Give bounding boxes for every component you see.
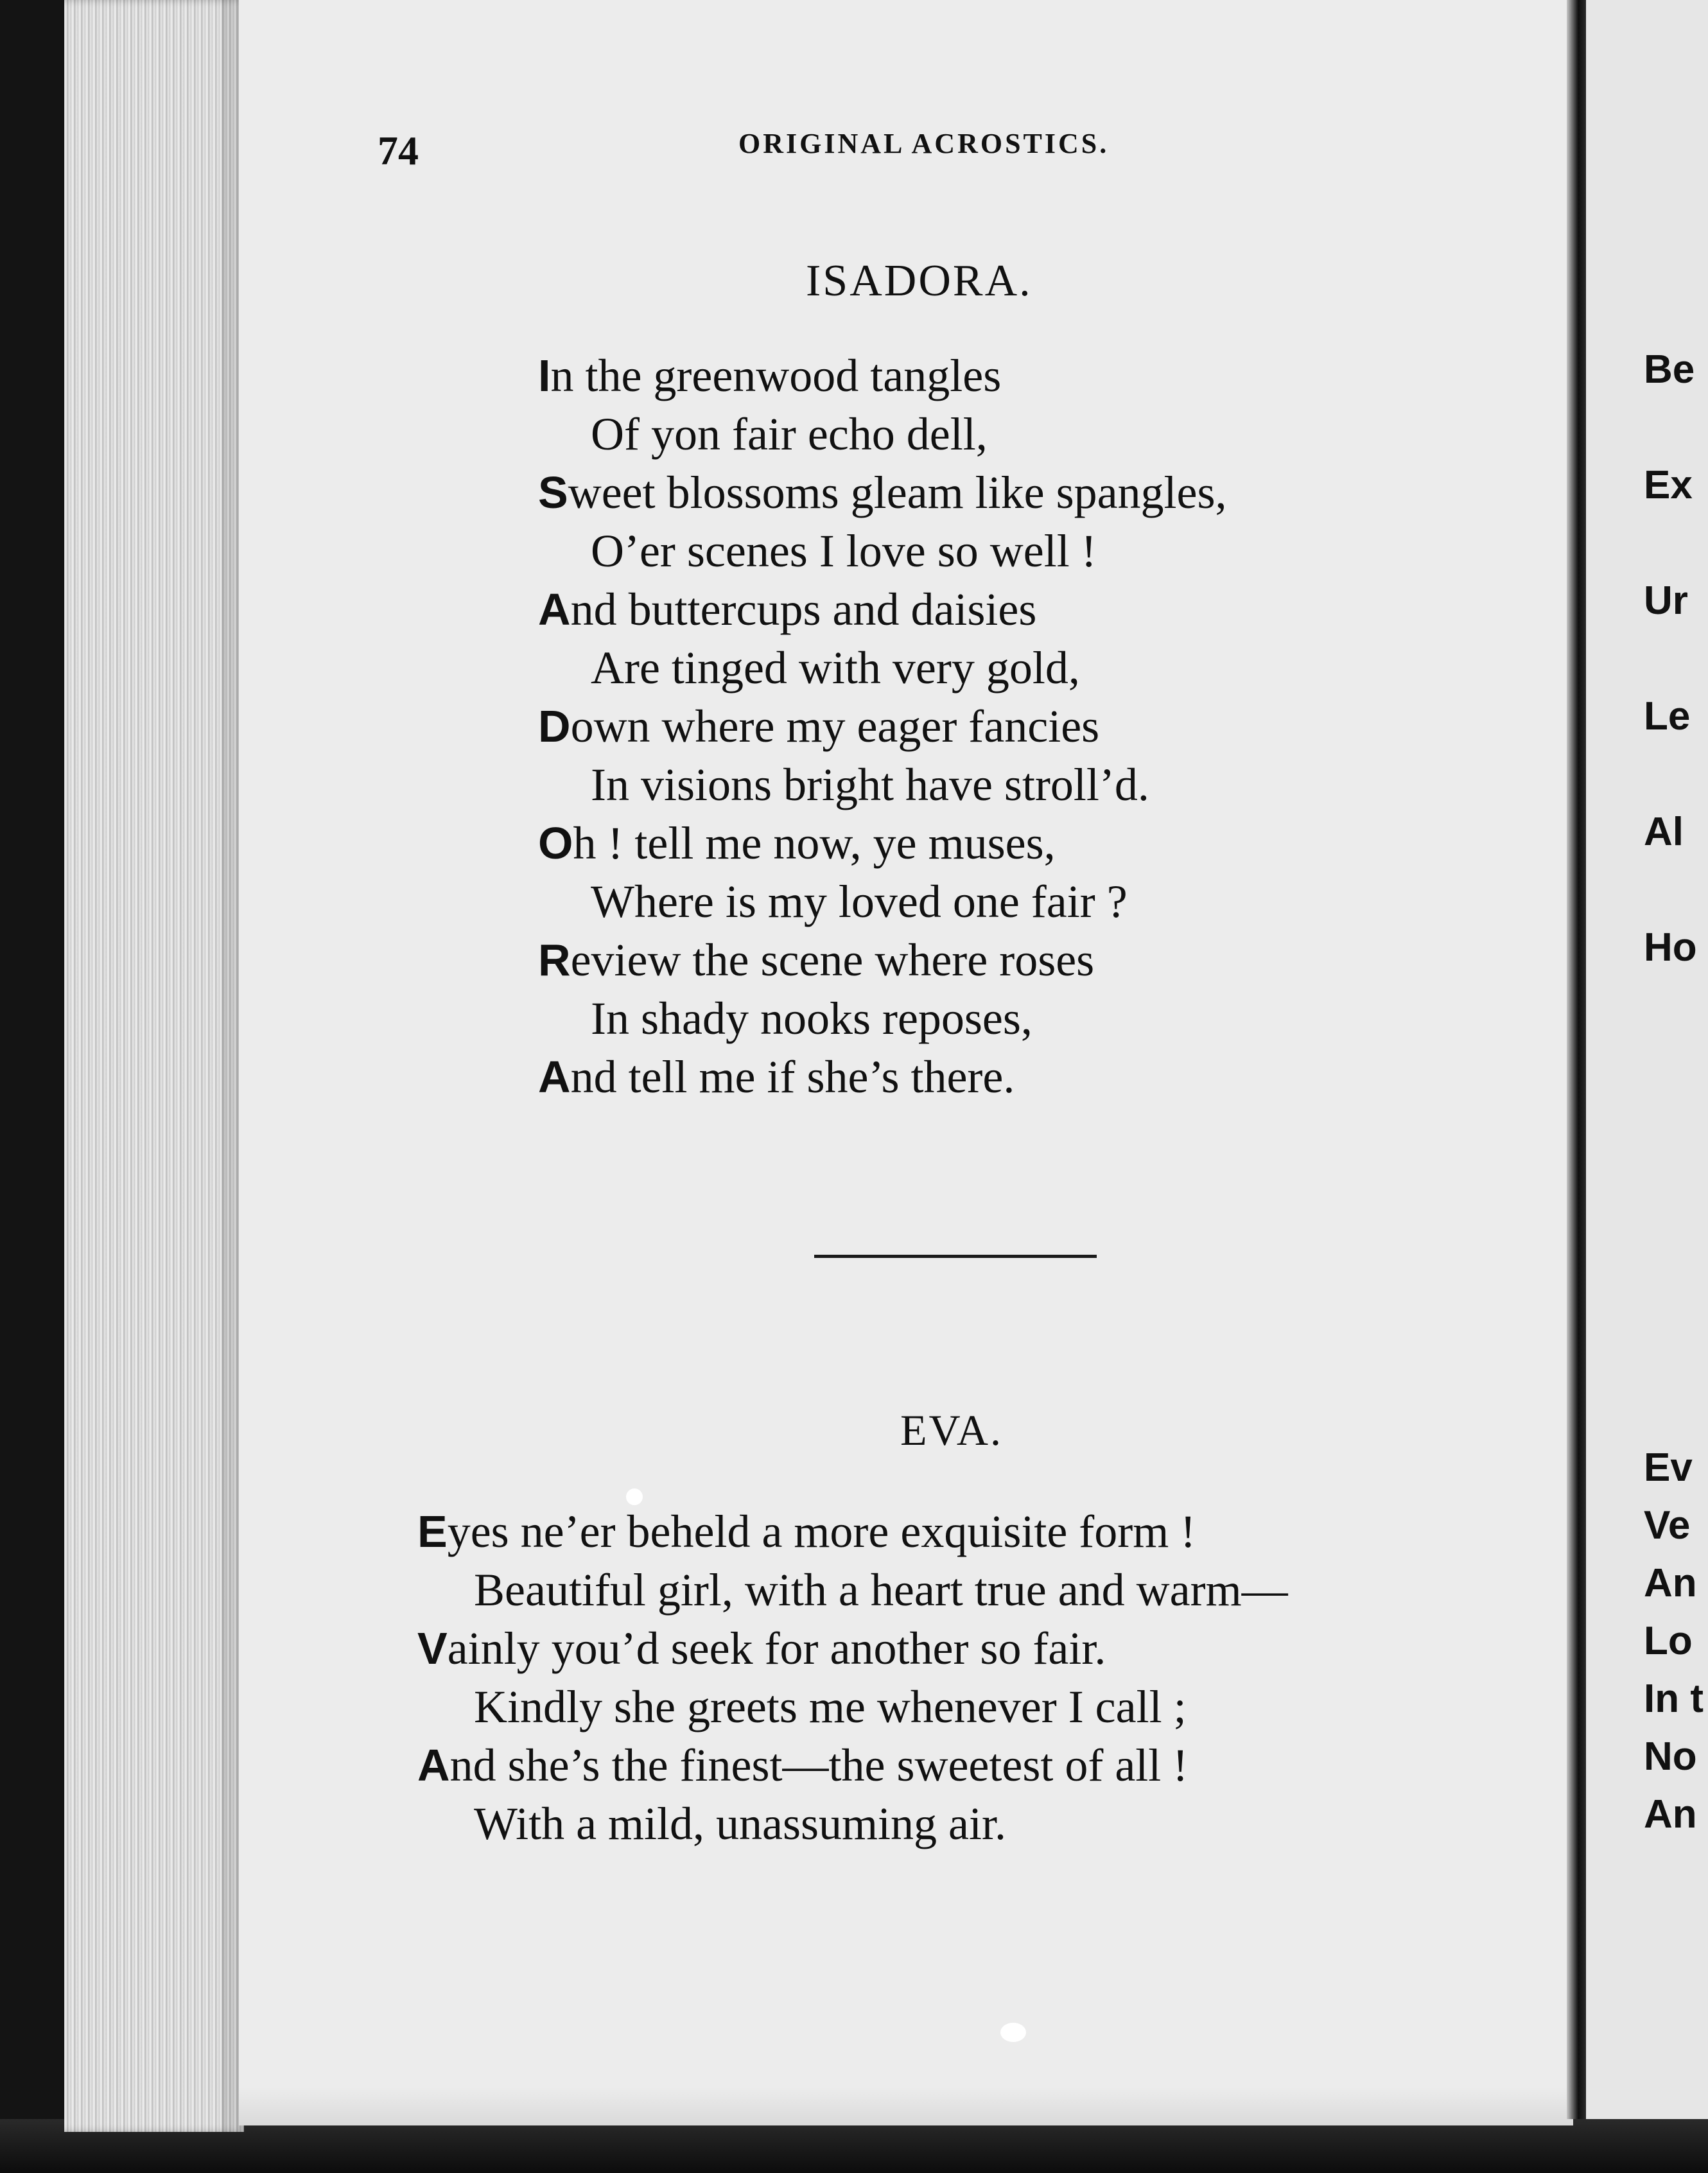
poem-eva xyxy=(417,1503,1288,1853)
paper-speck xyxy=(626,1488,643,1505)
poem-line xyxy=(538,814,1227,873)
facing-page-fragment: Al xyxy=(1644,810,1684,854)
line-text: O’er scenes I love so well ! xyxy=(591,525,1097,577)
line-text: ainly you’d seek for another so fair. xyxy=(447,1623,1106,1674)
poem-line xyxy=(538,580,1227,639)
acrostic-initial: R xyxy=(538,935,571,985)
line-text: nd tell me if she’s there. xyxy=(570,1051,1015,1103)
poem-title-isadora: ISADORA. xyxy=(806,256,1033,306)
poem-line xyxy=(538,697,1227,756)
page-number: 74 xyxy=(378,128,419,173)
line-text: n the greenwood tangles xyxy=(550,350,1002,401)
facing-page-fragment: Lo xyxy=(1644,1619,1693,1663)
facing-page-fragment: Ho xyxy=(1644,925,1697,970)
line-text: h ! tell me now, ye muses, xyxy=(573,817,1056,869)
poem-title-eva: EVA. xyxy=(900,1406,1003,1454)
line-text: Of yon fair echo dell, xyxy=(591,408,988,460)
book-gutter xyxy=(1567,0,1586,2119)
line-text: weet blossoms gleam like spangles, xyxy=(568,467,1227,518)
facing-page-fragment: An xyxy=(1644,1561,1697,1605)
poem-line xyxy=(417,1795,1288,1853)
facing-page-fragment: An xyxy=(1644,1792,1697,1837)
facing-page-fragment: Ev xyxy=(1644,1445,1693,1490)
poem-line xyxy=(538,347,1227,405)
facing-page-fragment: Be xyxy=(1644,347,1695,392)
poem-line xyxy=(417,1736,1288,1795)
poem-line xyxy=(538,931,1227,990)
poem-line xyxy=(538,1048,1227,1106)
acrostic-initial: D xyxy=(538,701,571,751)
poem-line xyxy=(538,990,1227,1048)
facing-page-fragment: Ur xyxy=(1644,579,1688,623)
section-divider xyxy=(814,1255,1097,1258)
facing-page-fragment: Ex xyxy=(1644,463,1693,507)
facing-page-fragment: In t xyxy=(1644,1677,1704,1721)
line-text: yes ne’er beheld a more exquisite form ! xyxy=(447,1506,1196,1557)
line-text: In shady nooks reposes, xyxy=(591,993,1033,1044)
line-text: Beautiful girl, with a heart true and warm— xyxy=(474,1564,1288,1616)
page-bottom-shade xyxy=(239,2087,1573,2125)
acrostic-initial: I xyxy=(538,351,551,401)
line-text: Kindly she greets me whenever I call ; xyxy=(474,1681,1187,1732)
line-text: eview the scene where roses xyxy=(570,934,1095,986)
acrostic-initial: A xyxy=(538,1052,571,1102)
acrostic-initial: A xyxy=(538,584,571,634)
acrostic-initial: A xyxy=(417,1740,450,1790)
facing-page-fragment: Le xyxy=(1644,694,1691,738)
line-text: nd buttercups and daisies xyxy=(570,584,1037,635)
poem-line xyxy=(538,639,1227,697)
acrostic-initial: S xyxy=(538,467,568,518)
poem-line xyxy=(417,1561,1288,1619)
poem-line xyxy=(417,1678,1288,1736)
facing-page-fragment: Ve xyxy=(1644,1503,1691,1548)
poem-line xyxy=(538,405,1227,464)
line-text: nd she’s the finest—the sweetest of all ! xyxy=(449,1740,1189,1791)
facing-page-fragment: No xyxy=(1644,1734,1697,1779)
acrostic-initial: V xyxy=(417,1623,448,1673)
poem-line xyxy=(538,873,1227,931)
acrostic-initial: E xyxy=(417,1506,448,1557)
poem-line xyxy=(538,756,1227,814)
paper-speck xyxy=(1000,2023,1026,2042)
line-text: own where my eager fancies xyxy=(570,701,1100,752)
line-text: In visions bright have stroll’d. xyxy=(591,759,1149,810)
poem-isadora xyxy=(538,347,1227,1106)
poem-line xyxy=(538,464,1227,522)
line-text: With a mild, unassuming air. xyxy=(474,1798,1007,1849)
line-text: Where is my loved one fair ? xyxy=(591,876,1128,927)
line-text: Are tinged with very gold, xyxy=(591,642,1080,694)
background-shadow xyxy=(0,2119,1708,2173)
poem-line xyxy=(417,1503,1288,1561)
poem-line xyxy=(417,1619,1288,1678)
running-title: ORIGINAL ACROSTICS. xyxy=(738,128,1110,159)
poem-line xyxy=(538,522,1227,580)
page-edge-stack xyxy=(64,0,244,2132)
acrostic-initial: O xyxy=(538,818,573,868)
